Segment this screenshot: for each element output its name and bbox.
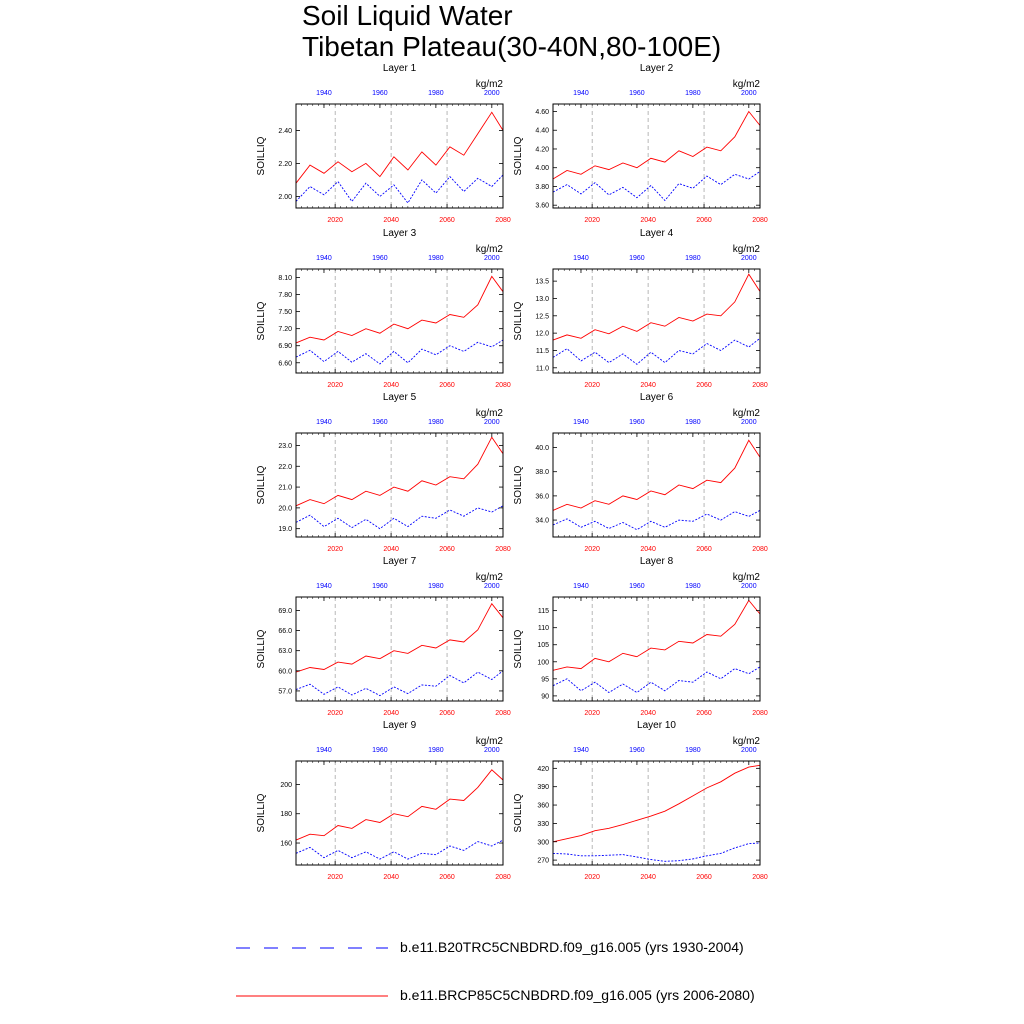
layer-4-x-tick-label-bottom: 2020	[584, 382, 600, 389]
layer-6-historical-series-line	[553, 510, 760, 529]
layer-5-y-tick-label: 23.0	[278, 442, 292, 450]
layer-2-panel-title: Layer 2	[639, 63, 674, 74]
layer-10-x-tick-label-top: 1980	[685, 747, 701, 754]
layer-1-x-tick-label-bottom: 2040	[383, 217, 399, 224]
layer-2-x-tick-label-top: 1960	[629, 90, 645, 97]
layer-9-units-label: kg/m2	[475, 736, 503, 747]
layer-8-y-tick-label: 115	[537, 608, 549, 616]
layer-10-historical-series-line	[553, 843, 760, 861]
layer-5-y-tick-label: 19.0	[278, 526, 292, 534]
layer-8-y-tick-label: 100	[537, 659, 549, 667]
legend-label-historical: b.e11.B20TRC5CNBDRD.f09_g16.005 (yrs 1930-2004)	[400, 939, 744, 955]
layer-9-panel-title: Layer 9	[382, 720, 417, 731]
layer-7-y-tick-label: 66.0	[278, 628, 292, 636]
layer-6-x-tick-label-top: 1940	[573, 419, 589, 426]
layer-4-x-tick-label-bottom: 2060	[696, 382, 712, 389]
layer-7-y-tick-label: 63.0	[278, 648, 292, 656]
layer-9-y-tick-label: 160	[280, 840, 292, 848]
layer-6-y-tick-label: 34.0	[535, 517, 549, 525]
layer-8-panel-title: Layer 8	[639, 556, 674, 567]
layer-7-x-tick-label-bottom: 2080	[495, 710, 511, 717]
layer-4-y-tick-label: 13.5	[535, 278, 549, 286]
layer-7-x-tick-label-bottom: 2040	[383, 710, 399, 717]
layer-2-y-tick-label: 4.00	[535, 165, 549, 173]
layer-8-x-tick-label-top: 1960	[629, 583, 645, 590]
layer-7-plot-frame	[296, 597, 503, 701]
layer-2-y-axis-label: SOILLIQ	[513, 136, 524, 176]
layer-9-plot-frame	[296, 761, 503, 865]
layer-6-y-tick-label: 40.0	[535, 445, 549, 453]
layer-6-y-tick-label: 36.0	[535, 493, 549, 501]
layer-4-y-tick-label: 12.5	[535, 313, 549, 321]
layer-6-x-tick-label-top: 2000	[741, 419, 757, 426]
layer-4-future-series-line	[553, 274, 760, 340]
layer-2-y-tick-label: 3.60	[535, 202, 549, 210]
layer-1-y-axis-label: SOILLIQ	[256, 136, 267, 176]
layer-8-y-axis-label: SOILLIQ	[513, 629, 524, 669]
layer-3-x-tick-label-top: 1940	[316, 255, 332, 262]
layer-6-x-tick-label-bottom: 2060	[696, 546, 712, 553]
layer-2-x-tick-label-top: 1980	[685, 90, 701, 97]
layer-2-future-series-line	[553, 112, 760, 180]
layer-10-y-tick-label: 360	[537, 802, 549, 810]
layer-5-y-tick-label: 22.0	[278, 463, 292, 471]
layer-1-panel-title: Layer 1	[382, 63, 417, 74]
layer-3-y-tick-label: 7.50	[278, 309, 292, 317]
layer-5-y-tick-label: 21.0	[278, 484, 292, 492]
layer-9-historical-series-line	[296, 840, 503, 859]
layer-4-x-tick-label-top: 1940	[573, 255, 589, 262]
layer-5-x-tick-label-top: 1980	[428, 419, 444, 426]
layer-8-x-tick-label-bottom: 2080	[752, 710, 768, 717]
layer-9-future-series-line	[296, 770, 503, 840]
layer-6-x-tick-label-bottom: 2040	[640, 546, 656, 553]
layer-9-x-tick-label-top: 1980	[428, 747, 444, 754]
layer-4-units-label: kg/m2	[732, 244, 760, 255]
layer-1-x-tick-label-bottom: 2060	[439, 217, 455, 224]
layer-9-x-tick-label-top: 1940	[316, 747, 332, 754]
layer-5-x-tick-label-bottom: 2020	[327, 546, 343, 553]
layer-5-units-label: kg/m2	[475, 408, 503, 419]
layer-9-y-tick-label: 200	[280, 781, 292, 789]
layer-3-y-tick-label: 6.90	[278, 343, 292, 351]
layer-4-x-tick-label-top: 1980	[685, 255, 701, 262]
layer-5-x-tick-label-bottom: 2080	[495, 546, 511, 553]
layer-7-historical-series-line	[296, 671, 503, 696]
layer-5-y-tick-label: 20.0	[278, 505, 292, 513]
layer-10-future-series-line	[553, 765, 760, 842]
layer-6-y-axis-label: SOILLIQ	[513, 465, 524, 505]
title-line-2: Tibetan Plateau(30-40N,80-100E)	[302, 31, 722, 62]
title-line-1: Soil Liquid Water	[302, 0, 513, 31]
layer-3-x-tick-label-bottom: 2020	[327, 382, 343, 389]
layer-8-y-tick-label: 95	[541, 676, 549, 684]
layer-5-panel-title: Layer 5	[382, 392, 417, 403]
layer-10-y-tick-label: 300	[537, 839, 549, 847]
layer-1-x-tick-label-top: 1980	[428, 90, 444, 97]
layer-5-historical-series-line	[296, 506, 503, 529]
layer-6-panel-title: Layer 6	[639, 392, 674, 403]
layer-8-future-series-line	[553, 600, 760, 670]
layer-4-x-tick-label-top: 2000	[741, 255, 757, 262]
layer-3-x-tick-label-bottom: 2060	[439, 382, 455, 389]
layer-8-x-tick-label-bottom: 2020	[584, 710, 600, 717]
layer-10-y-tick-label: 390	[537, 784, 549, 792]
layer-4-x-tick-label-bottom: 2080	[752, 382, 768, 389]
layer-1-x-tick-label-top: 1960	[372, 90, 388, 97]
layer-1-x-tick-label-bottom: 2080	[495, 217, 511, 224]
layer-7-y-axis-label: SOILLIQ	[256, 629, 267, 669]
layer-8-x-tick-label-bottom: 2040	[640, 710, 656, 717]
layer-1-x-tick-label-top: 1940	[316, 90, 332, 97]
layer-3-y-tick-label: 7.80	[278, 292, 292, 300]
layer-8-historical-series-line	[553, 667, 760, 693]
layer-3-y-tick-label: 6.60	[278, 360, 292, 368]
layer-9-y-axis-label: SOILLIQ	[256, 793, 267, 833]
layer-4-plot-frame	[553, 269, 760, 373]
layer-10-y-tick-label: 420	[537, 765, 549, 773]
layer-6-x-tick-label-bottom: 2020	[584, 546, 600, 553]
layer-3-x-tick-label-top: 1960	[372, 255, 388, 262]
layer-2-x-tick-label-top: 1940	[573, 90, 589, 97]
layer-7-y-tick-label: 69.0	[278, 607, 292, 615]
layer-1-units-label: kg/m2	[475, 79, 503, 90]
layer-7-x-tick-label-top: 2000	[484, 583, 500, 590]
layer-1-x-tick-label-top: 2000	[484, 90, 500, 97]
layer-4-x-tick-label-bottom: 2040	[640, 382, 656, 389]
layer-7-x-tick-label-top: 1940	[316, 583, 332, 590]
layer-5-x-tick-label-bottom: 2040	[383, 546, 399, 553]
layer-7-x-tick-label-top: 1980	[428, 583, 444, 590]
layer-8-y-tick-label: 90	[541, 693, 549, 701]
layer-8-units-label: kg/m2	[732, 572, 760, 583]
layer-9-y-tick-label: 180	[280, 811, 292, 819]
layer-2-y-tick-label: 3.80	[535, 183, 549, 191]
layer-4-panel-title: Layer 4	[639, 228, 674, 239]
layer-1-y-tick-label: 2.20	[278, 160, 292, 168]
layer-10-x-tick-label-top: 1940	[573, 747, 589, 754]
layer-9-x-tick-label-top: 2000	[484, 747, 500, 754]
layer-2-units-label: kg/m2	[732, 79, 760, 90]
layer-9-x-tick-label-bottom: 2080	[495, 874, 511, 881]
layer-5-x-tick-label-top: 2000	[484, 419, 500, 426]
layer-9-x-tick-label-bottom: 2060	[439, 874, 455, 881]
layer-10-x-tick-label-top: 1960	[629, 747, 645, 754]
layer-8-x-tick-label-top: 1980	[685, 583, 701, 590]
layer-3-plot-frame	[296, 269, 503, 373]
layer-10-y-tick-label: 270	[537, 857, 549, 865]
layer-3-y-tick-label: 7.20	[278, 326, 292, 334]
layer-10-units-label: kg/m2	[732, 736, 760, 747]
layer-1-historical-series-line	[296, 175, 503, 203]
layer-6-x-tick-label-top: 1960	[629, 419, 645, 426]
layer-3-x-tick-label-top: 2000	[484, 255, 500, 262]
layer-7-panel-title: Layer 7	[382, 556, 417, 567]
layer-9-x-tick-label-top: 1960	[372, 747, 388, 754]
layer-4-y-tick-label: 11.5	[535, 347, 549, 355]
layer-3-y-tick-label: 8.10	[278, 275, 292, 283]
layer-7-units-label: kg/m2	[475, 572, 503, 583]
layer-10-panel-title: Layer 10	[637, 720, 676, 731]
layer-1-plot-frame	[296, 104, 503, 208]
layer-4-y-tick-label: 12.0	[535, 330, 549, 338]
layer-2-historical-series-line	[553, 172, 760, 201]
layer-4-x-tick-label-top: 1960	[629, 255, 645, 262]
layer-5-x-tick-label-top: 1960	[372, 419, 388, 426]
layer-1-y-tick-label: 2.40	[278, 127, 292, 135]
layer-10-x-tick-label-bottom: 2020	[584, 874, 600, 881]
layer-3-x-tick-label-top: 1980	[428, 255, 444, 262]
layer-7-x-tick-label-bottom: 2020	[327, 710, 343, 717]
layer-9-x-tick-label-bottom: 2040	[383, 874, 399, 881]
layer-10-x-tick-label-bottom: 2080	[752, 874, 768, 881]
layer-4-y-tick-label: 13.0	[535, 295, 549, 303]
layer-4-y-axis-label: SOILLIQ	[513, 301, 524, 341]
layer-10-y-axis-label: SOILLIQ	[513, 793, 524, 833]
layer-3-future-series-line	[296, 276, 503, 343]
layer-6-x-tick-label-top: 1980	[685, 419, 701, 426]
layer-2-x-tick-label-bottom: 2020	[584, 217, 600, 224]
layer-3-x-tick-label-bottom: 2080	[495, 382, 511, 389]
layer-8-x-tick-label-top: 1940	[573, 583, 589, 590]
layer-8-x-tick-label-bottom: 2060	[696, 710, 712, 717]
layer-10-x-tick-label-bottom: 2040	[640, 874, 656, 881]
layer-5-x-tick-label-top: 1940	[316, 419, 332, 426]
layer-8-x-tick-label-top: 2000	[741, 583, 757, 590]
layer-5-x-tick-label-bottom: 2060	[439, 546, 455, 553]
layer-5-future-series-line	[296, 437, 503, 506]
layer-2-plot-frame	[553, 104, 760, 208]
layer-4-historical-series-line	[553, 338, 760, 364]
layer-5-y-axis-label: SOILLIQ	[256, 465, 267, 505]
layer-3-x-tick-label-bottom: 2040	[383, 382, 399, 389]
layer-2-y-tick-label: 4.40	[535, 127, 549, 135]
layer-3-units-label: kg/m2	[475, 244, 503, 255]
layer-7-y-tick-label: 57.0	[278, 688, 292, 696]
layer-7-y-tick-label: 60.0	[278, 668, 292, 676]
layer-3-panel-title: Layer 3	[382, 228, 417, 239]
layer-1-y-tick-label: 2.00	[278, 193, 292, 201]
layer-3-y-axis-label: SOILLIQ	[256, 301, 267, 341]
layer-2-x-tick-label-bottom: 2040	[640, 217, 656, 224]
layer-8-y-tick-label: 105	[537, 642, 549, 650]
layer-2-y-tick-label: 4.20	[535, 146, 549, 154]
layer-1-future-series-line	[296, 112, 503, 183]
layer-1-x-tick-label-bottom: 2020	[327, 217, 343, 224]
layer-3-historical-series-line	[296, 340, 503, 364]
layer-2-x-tick-label-top: 2000	[741, 90, 757, 97]
layer-6-y-tick-label: 38.0	[535, 469, 549, 477]
layer-6-units-label: kg/m2	[732, 408, 760, 419]
layer-6-future-series-line	[553, 440, 760, 510]
layer-10-y-tick-label: 330	[537, 820, 549, 828]
layer-7-x-tick-label-bottom: 2060	[439, 710, 455, 717]
layer-2-x-tick-label-bottom: 2080	[752, 217, 768, 224]
layer-2-y-tick-label: 4.60	[535, 108, 549, 116]
layer-9-x-tick-label-bottom: 2020	[327, 874, 343, 881]
layer-6-x-tick-label-bottom: 2080	[752, 546, 768, 553]
layer-6-plot-frame	[553, 433, 760, 537]
layer-4-y-tick-label: 11.0	[535, 365, 549, 373]
layer-10-x-tick-label-bottom: 2060	[696, 874, 712, 881]
layer-10-x-tick-label-top: 2000	[741, 747, 757, 754]
layer-8-y-tick-label: 110	[537, 625, 549, 633]
layer-7-future-series-line	[296, 604, 503, 672]
layer-2-x-tick-label-bottom: 2060	[696, 217, 712, 224]
layer-7-x-tick-label-top: 1960	[372, 583, 388, 590]
legend-label-future: b.e11.BRCP85C5CNBDRD.f09_g16.005 (yrs 2006-2080)	[400, 987, 755, 1003]
